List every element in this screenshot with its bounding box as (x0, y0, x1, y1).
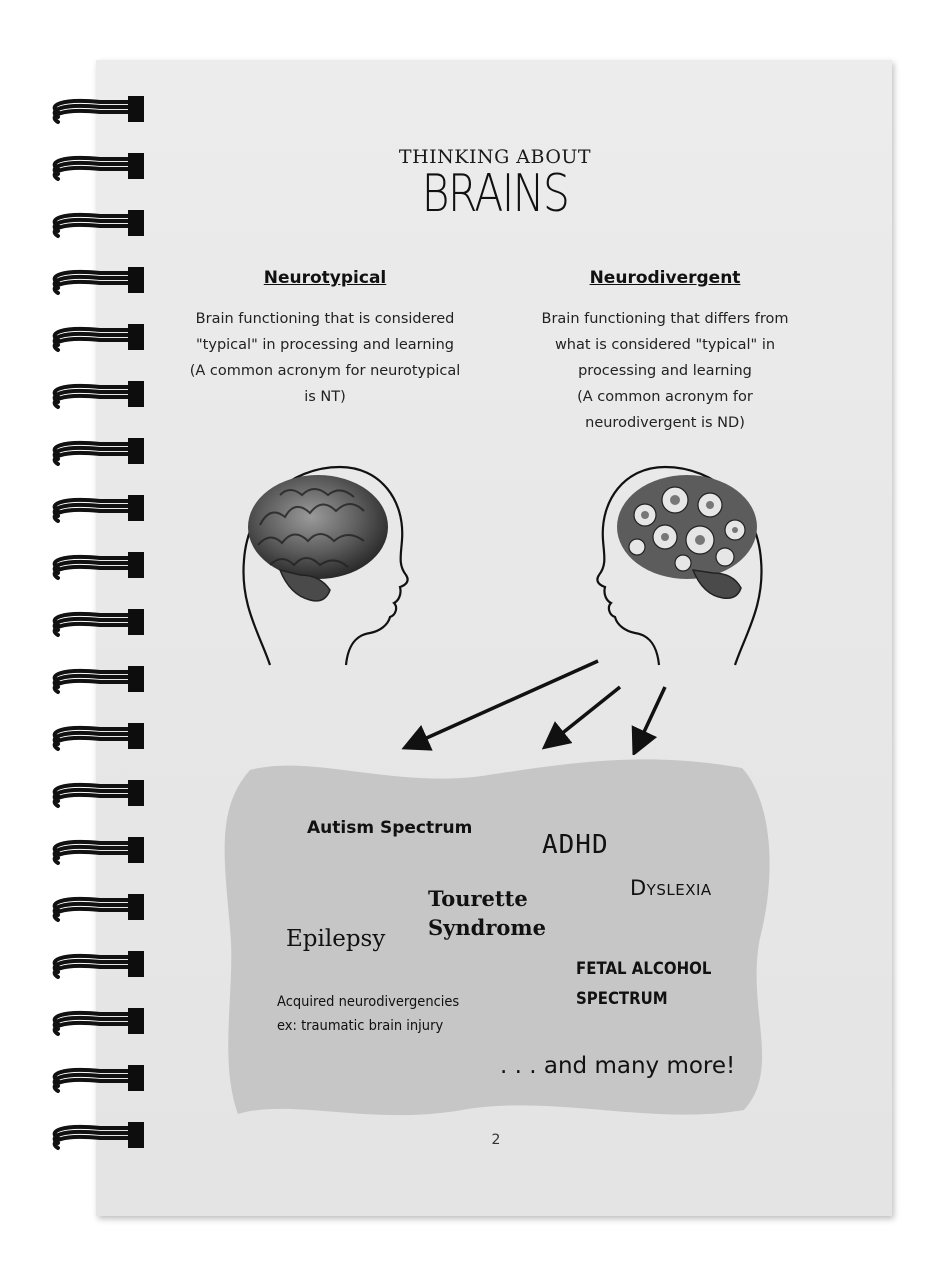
condition-acquired-line: Acquired neurodivergencies (277, 994, 460, 1010)
condition-acquired (277, 990, 459, 1038)
arrow-icon (395, 655, 685, 755)
condition-dyslexia: Dyslexia (630, 876, 712, 900)
neurodivergent-line: what is considered "typical" in (554, 337, 776, 353)
binding-ring (55, 96, 144, 122)
head-profile-brain-icon (230, 455, 430, 675)
condition-many-more: . . . and many more! (500, 1053, 736, 1079)
neurodivergent-line: processing and learning (578, 363, 752, 379)
binding-ring (55, 381, 144, 407)
condition-adhd: ADHD (542, 830, 609, 860)
head-profile-flower-brain-icon (575, 455, 775, 675)
binding-ring (55, 1008, 144, 1034)
neurotypical-heading: Neurotypical (263, 268, 387, 288)
condition-tourette-line: Syndrome (428, 915, 546, 940)
binding-ring (55, 609, 144, 635)
spiral-binding-icon (40, 88, 160, 1178)
condition-fetal-line: FETAL ALCOHOL (576, 959, 712, 979)
condition-epilepsy: Epilepsy (286, 926, 386, 952)
neurotypical-line: is NT) (304, 389, 346, 405)
neurodivergent-line: Brain functioning that differs from (541, 311, 789, 327)
binding-ring (55, 666, 144, 692)
neurotypical-line: (A common acronym for neurotypical (189, 363, 461, 379)
binding-ring (55, 324, 144, 350)
binding-ring (55, 210, 144, 236)
neurotypical-line: Brain functioning that is considered (195, 311, 455, 327)
condition-fetal-alcohol (576, 954, 711, 1014)
binding-ring (55, 153, 144, 179)
title-big: BRAINS (421, 164, 569, 224)
condition-tourette (428, 884, 546, 942)
neurodivergent-heading: Neurodivergent (589, 268, 741, 288)
binding-ring (55, 438, 144, 464)
neurotypical-line: "typical" in processing and learning (196, 337, 454, 353)
condition-acquired-line: ex: traumatic brain injury (277, 1018, 444, 1034)
arrow-icon (637, 687, 665, 747)
condition-fetal-line: SPECTRUM (576, 989, 668, 1009)
neurodivergent-description (525, 306, 805, 436)
binding-ring (55, 1065, 144, 1091)
condition-tourette-line: Tourette (428, 886, 528, 911)
binding-ring (55, 1122, 144, 1148)
binding-ring (55, 780, 144, 806)
binding-ring (55, 894, 144, 920)
neurodivergent-line: (A common acronym for (577, 389, 753, 405)
binding-ring (55, 837, 144, 863)
condition-autism: Autism Spectrum (307, 818, 473, 838)
page-number: 2 (491, 1132, 501, 1148)
title-small: THINKING ABOUT (398, 146, 592, 168)
binding-ring (55, 723, 144, 749)
neurodivergent-line: neurodivergent is ND) (585, 415, 745, 431)
binding-ring (55, 495, 144, 521)
binding-ring (55, 552, 144, 578)
binding-ring (55, 267, 144, 293)
binding-ring (55, 951, 144, 977)
arrow-icon (411, 661, 598, 745)
neurotypical-description (180, 306, 470, 410)
arrow-icon (550, 687, 620, 743)
